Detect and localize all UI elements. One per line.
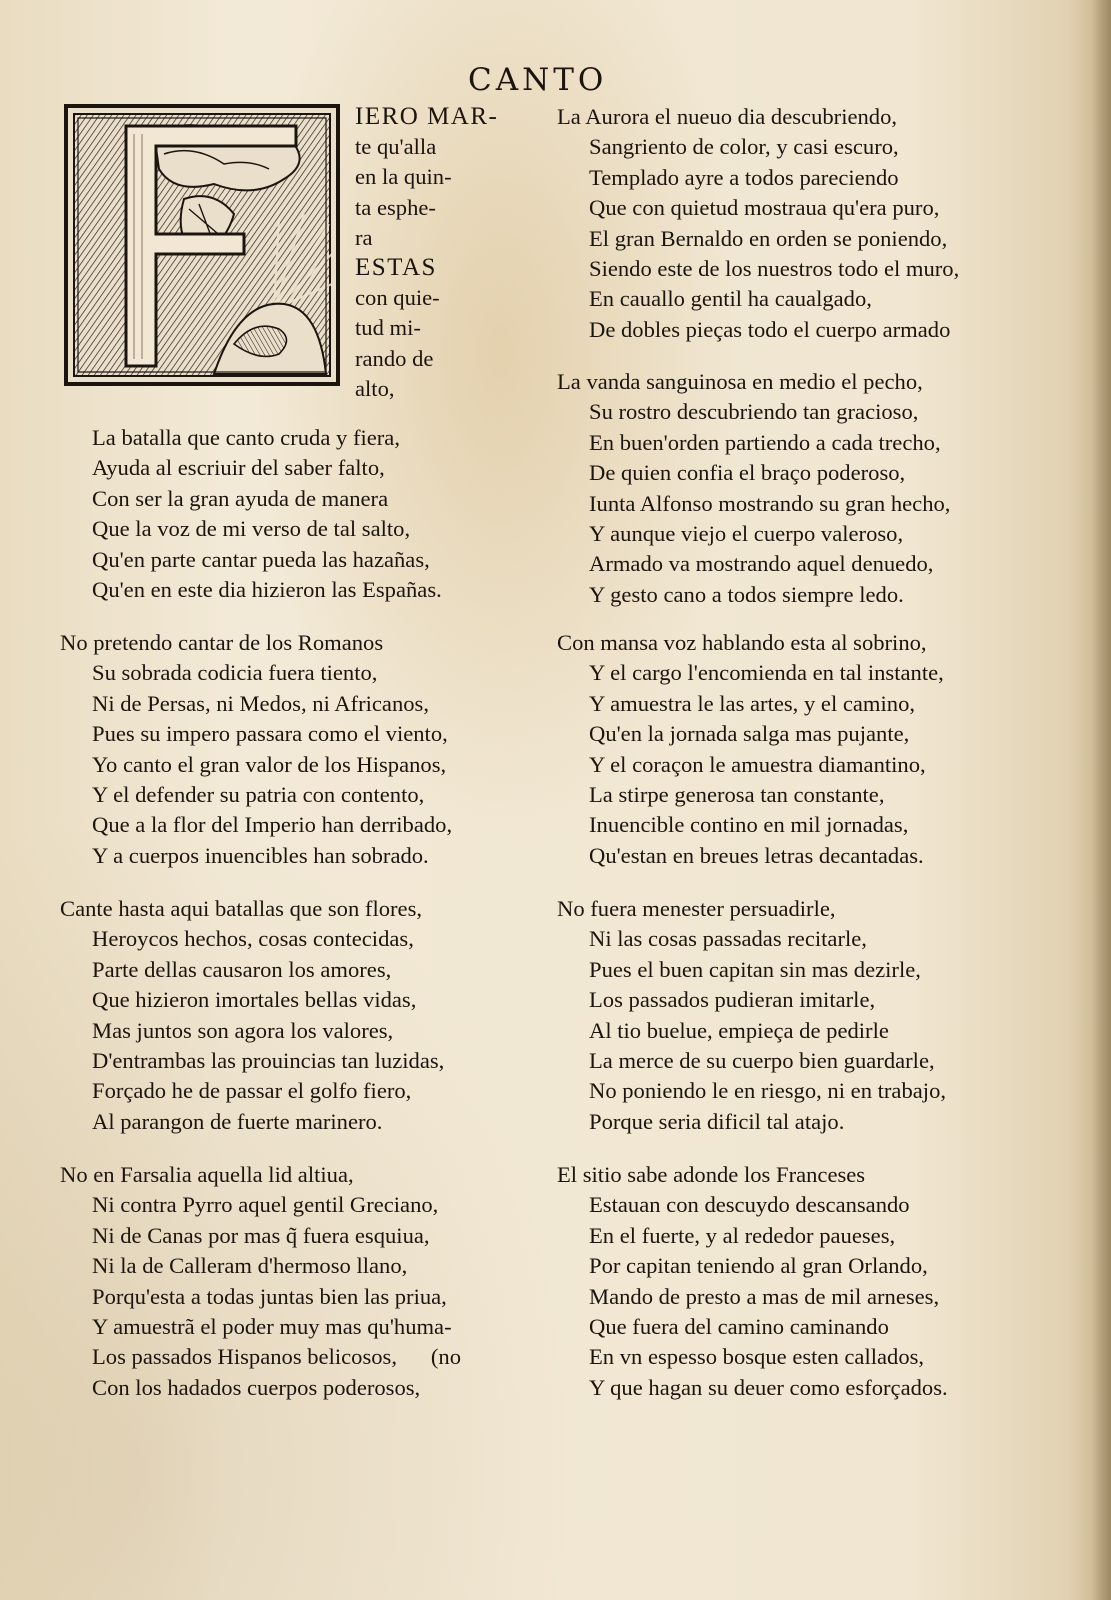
verse-line: Qu'estan en breues letras decantadas. xyxy=(589,842,924,868)
verse-line: Templado ayre a todos pareciendo xyxy=(589,164,899,190)
verse-line: Y gesto cano a todos siempre ledo. xyxy=(589,581,904,607)
verse-line: La vanda sanguinosa en medio el pecho, xyxy=(557,369,923,394)
verse-line: En vn espesso bosque esten callados, xyxy=(589,1344,925,1370)
dropcap-line: IERO MAR- xyxy=(355,103,499,130)
verse-line: Armado va mostrando aquel denuedo, xyxy=(589,551,934,577)
verse-line: La stirpe generosa tan constante, xyxy=(589,782,885,808)
verse-line: Qu'en parte cantar pueda las hazañas, xyxy=(92,546,430,572)
verse-line: Ni de Canas por mas q̃ fuera esquiua, xyxy=(92,1222,430,1248)
verse-line: D'entrambas las prouincias tan luzidas, xyxy=(92,1048,445,1074)
verse-line: Qu'en la jornada salga mas pujante, xyxy=(589,721,910,747)
dropcap-line: ra xyxy=(355,224,373,250)
verse-line: Y a cuerpos inuencibles han sobrado. xyxy=(92,842,429,868)
verse-line: El sitio sabe adonde los Franceses xyxy=(557,1162,866,1187)
verse-line: No pretendo cantar de los Romanos xyxy=(60,630,384,655)
page-spine-shadow xyxy=(1091,0,1111,1600)
verse-line: Pues el buen capitan sin mas dezirle, xyxy=(589,956,921,982)
verse-line: Mas juntos son agora los valores, xyxy=(92,1017,394,1043)
left-stanza-4 xyxy=(60,1160,461,1403)
verse-line: Ni contra Pyrro aquel gentil Greciano, xyxy=(92,1192,439,1218)
verse-line: Y el defender su patria con contento, xyxy=(92,782,425,808)
verse-line: Con ser la gran ayuda de manera xyxy=(92,485,389,511)
dropcap-lines xyxy=(355,102,498,404)
verse-line: Parte dellas causaron los amores, xyxy=(92,956,392,982)
verse-line: Cante hasta aqui batallas que son flores, xyxy=(60,896,423,921)
verse-line: En buen'orden partiendo a cada trecho, xyxy=(589,429,941,455)
right-stanza-2 xyxy=(557,367,950,610)
verse-line: Su rostro descubriendo tan gracioso, xyxy=(589,399,919,425)
verse-line: De quien confia el braço poderoso, xyxy=(589,460,906,486)
verse-line: El gran Bernaldo en orden se poniendo, xyxy=(589,225,948,251)
right-stanza-4 xyxy=(557,894,946,1137)
verse-line: Al tio buelue, empieça de pedirle xyxy=(589,1017,889,1043)
left-stanza-2 xyxy=(60,628,452,871)
dropcap-line: con quie- xyxy=(355,285,440,311)
dropcap-line: ESTAS xyxy=(355,254,437,282)
verse-line: Heroycos hechos, cosas contecidas, xyxy=(92,926,414,952)
left-stanza-3 xyxy=(60,894,444,1137)
verse-line: Sangriento de color, y casi escuro, xyxy=(589,134,899,160)
verse-line: Mando de presto a mas de mil arneses, xyxy=(589,1283,940,1309)
verse-line: En cauallo gentil ha caualgado, xyxy=(589,286,872,312)
verse-line: Su sobrada codicia fuera tiento, xyxy=(92,660,378,686)
verse-line: Al parangon de fuerte marinero. xyxy=(92,1108,383,1134)
verse-line: Porque seria dificil tal atajo. xyxy=(589,1108,845,1134)
right-stanza-5 xyxy=(557,1160,948,1403)
verse-line: No fuera menester persuadirle, xyxy=(557,896,836,921)
verse-line: Que fuera del camino caminando xyxy=(589,1314,889,1340)
verse-line: Ni la de Calleram d'hermoso llano, xyxy=(92,1253,408,1279)
dropcap-line: rando de xyxy=(355,345,434,371)
verse-line: Por capitan teniendo al gran Orlando, xyxy=(589,1253,928,1279)
verse-line: Los passados Hispanos belicosos, (no xyxy=(92,1344,462,1370)
right-stanza-3 xyxy=(557,628,944,871)
verse-line: Qu'en en este dia hizieron las Españas. xyxy=(92,577,442,603)
verse-line: No en Farsalia aquella lid altiua, xyxy=(60,1162,354,1187)
verse-line: Estauan con descuydo descansando xyxy=(589,1192,910,1218)
dropcap-line: te qu'alla xyxy=(355,134,437,160)
dropcap-line: tud mi- xyxy=(355,315,421,341)
dropcap-line: ta esphe- xyxy=(355,194,436,220)
verse-line: Que hizieron imortales bellas vidas, xyxy=(92,987,417,1013)
right-stanza-1 xyxy=(557,102,959,345)
verse-line: No poniendo le en riesgo, ni en trabajo, xyxy=(589,1078,947,1104)
left-stanza-1 xyxy=(60,423,442,605)
verse-line: Que la voz de mi verso de tal salto, xyxy=(92,516,411,542)
verse-line: Y aunque viejo el cuerpo valeroso, xyxy=(589,521,904,547)
verse-line: Y amuestrã el poder muy mas qu'huma- xyxy=(92,1314,452,1340)
verse-line: Inuencible contino en mil jornadas, xyxy=(589,812,909,838)
verse-line: Que a la flor del Imperio han derribado, xyxy=(92,812,453,838)
decorated-initial-woodcut xyxy=(64,104,340,386)
verse-line: Y amuestra le las artes, y el camino, xyxy=(589,690,916,716)
running-header: CANTO xyxy=(468,62,608,98)
verse-line: Ni de Persas, ni Medos, ni Africanos, xyxy=(92,690,429,716)
verse-line: Y el coraçon le amuestra diamantino, xyxy=(589,751,926,777)
verse-line: Ayuda al escriuir del saber falto, xyxy=(92,455,385,481)
verse-line: Y el cargo l'encomienda en tal instante, xyxy=(589,660,944,686)
verse-line: La batalla que canto cruda y fiera, xyxy=(92,425,400,450)
verse-line: Y que hagan su deuer como esforçados. xyxy=(589,1374,948,1400)
dropcap-line: en la quin- xyxy=(355,164,452,190)
verse-line: Yo canto el gran valor de los Hispanos, xyxy=(92,751,447,777)
verse-line: Ni las cosas passadas recitarle, xyxy=(589,926,867,952)
dropcap-line: alto, xyxy=(355,375,395,401)
verse-line: Con los hadados cuerpos poderosos, xyxy=(92,1374,421,1400)
verse-line: Forçado he de passar el golfo fiero, xyxy=(92,1078,412,1104)
verse-line: La merce de su cuerpo bien guardarle, xyxy=(589,1048,935,1074)
verse-line: Con mansa voz hablando esta al sobrino, xyxy=(557,630,927,655)
verse-line: Que con quietud mostraua qu'era puro, xyxy=(589,195,940,221)
verse-line: Siendo este de los nuestros todo el muro, xyxy=(589,256,960,282)
verse-line: En el fuerte, y al rededor paueses, xyxy=(589,1222,896,1248)
verse-line: Porqu'esta a todas juntas bien las priua, xyxy=(92,1283,447,1309)
verse-line: Pues su impero passara como el viento, xyxy=(92,721,448,747)
verse-line: La Aurora el nueuo dia descubriendo, xyxy=(557,104,898,129)
verse-line: Iunta Alfonso mostrando su gran hecho, xyxy=(589,490,951,516)
verse-line: Los passados pudieran imitarle, xyxy=(589,987,876,1013)
verse-line: De dobles pieças todo el cuerpo armado xyxy=(589,316,951,342)
